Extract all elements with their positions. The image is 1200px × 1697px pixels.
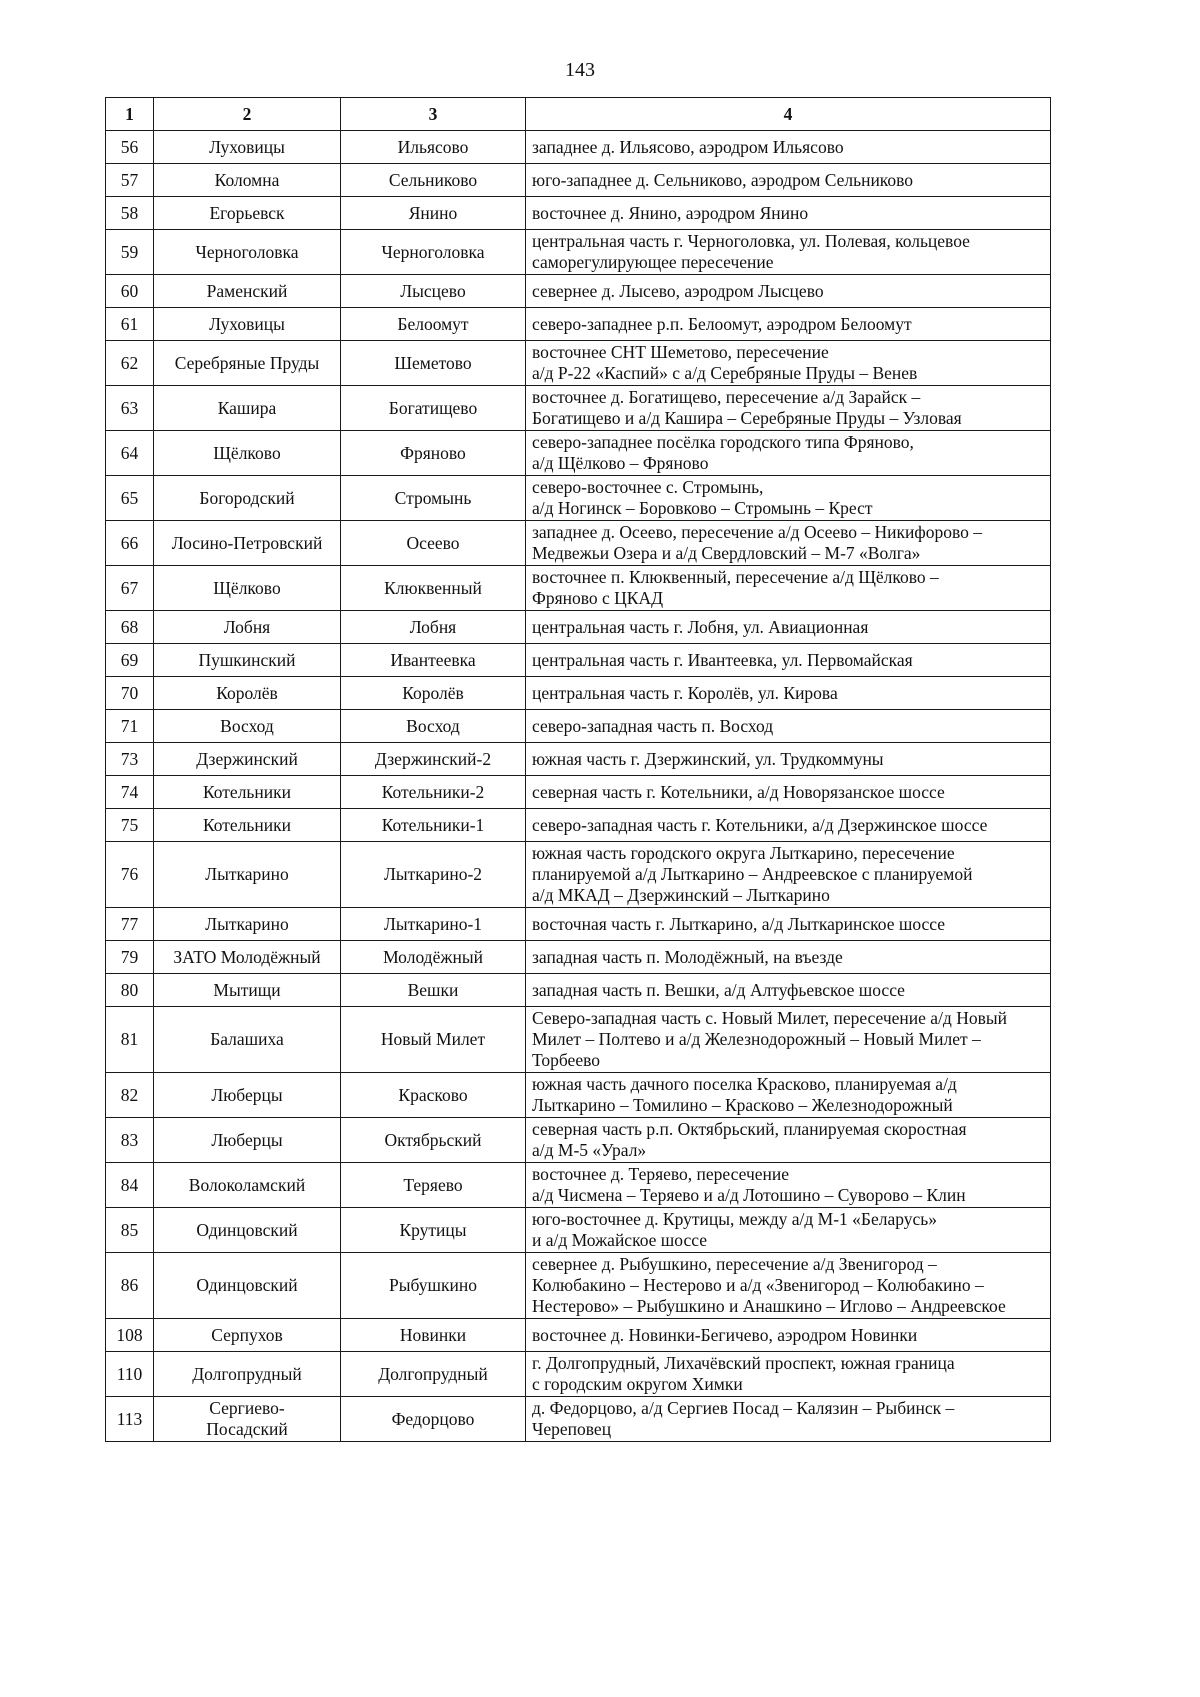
location-description-cell: южная часть дачного поселка Красково, планируемая а/д Лыткарино – Томилино – Красково – Железнодорожный (526, 1073, 1051, 1118)
location-description-cell: северо-западнее посёлка городского типа Фряново, а/д Щёлково – Фряново (526, 431, 1051, 476)
header-cell-1: 1 (106, 98, 154, 131)
location-description-cell: южная часть городского округа Лыткарино, пересечение планируемой а/д Лыткарино – Андреевское с планируемой а/д МКАД – Дзержинский – Лыткарино (526, 842, 1051, 908)
row-number-cell: 84 (106, 1163, 154, 1208)
municipality-cell: Серебряные Пруды (154, 341, 341, 386)
location-description-cell: г. Долгопрудный, Лихачёвский проспект, южная граница с городским округом Химки (526, 1352, 1051, 1397)
table-row (106, 1163, 1051, 1208)
point-name-cell: Фряново (341, 431, 526, 476)
point-name-cell: Лыткарино-1 (341, 908, 526, 941)
row-number-cell: 76 (106, 842, 154, 908)
row-number-cell: 73 (106, 743, 154, 776)
municipality-cell: Королёв (154, 677, 341, 710)
table-body (106, 131, 1051, 1442)
point-name-cell: Лобня (341, 611, 526, 644)
location-description-cell: Северо-западная часть с. Новый Милет, пересечение а/д Новый Милет – Полтево и а/д Железнодорожный – Новый Милет – Торбеево (526, 1007, 1051, 1073)
municipality-cell: Котельники (154, 809, 341, 842)
municipality-cell: Люберцы (154, 1073, 341, 1118)
table-row (106, 809, 1051, 842)
point-name-cell: Октябрьский (341, 1118, 526, 1163)
table-row (106, 974, 1051, 1007)
municipality-cell: Кашира (154, 386, 341, 431)
municipality-cell: Щёлково (154, 566, 341, 611)
location-description-cell: восточнее СНТ Шеметово, пересечение а/д Р-22 «Каспий» с а/д Серебряные Пруды – Венев (526, 341, 1051, 386)
row-number-cell: 58 (106, 197, 154, 230)
row-number-cell: 80 (106, 974, 154, 1007)
table-row (106, 644, 1051, 677)
row-number-cell: 62 (106, 341, 154, 386)
table-row (106, 275, 1051, 308)
municipality-cell: Лосино-Петровский (154, 521, 341, 566)
point-name-cell: Красково (341, 1073, 526, 1118)
row-number-cell: 59 (106, 230, 154, 275)
municipality-cell: Люберцы (154, 1118, 341, 1163)
row-number-cell: 83 (106, 1118, 154, 1163)
point-name-cell: Крутицы (341, 1208, 526, 1253)
location-description-cell: западная часть п. Молодёжный, на въезде (526, 941, 1051, 974)
table-row (106, 431, 1051, 476)
point-name-cell: Новинки (341, 1319, 526, 1352)
row-number-cell: 71 (106, 710, 154, 743)
row-number-cell: 79 (106, 941, 154, 974)
location-description-cell: северо-восточнее с. Стромынь, а/д Ногинск – Боровково – Стромынь – Крест (526, 476, 1051, 521)
table-row (106, 1073, 1051, 1118)
municipality-cell: Одинцовский (154, 1253, 341, 1319)
row-number-cell: 77 (106, 908, 154, 941)
row-number-cell: 75 (106, 809, 154, 842)
location-description-cell: центральная часть г. Лобня, ул. Авиационная (526, 611, 1051, 644)
table-header (106, 98, 1051, 131)
point-name-cell: Дзержинский-2 (341, 743, 526, 776)
table-row (106, 677, 1051, 710)
municipality-cell: Луховицы (154, 308, 341, 341)
location-description-cell: центральная часть г. Ивантеевка, ул. Первомайская (526, 644, 1051, 677)
location-description-cell: восточнее д. Янино, аэродром Янино (526, 197, 1051, 230)
municipality-cell: Лыткарино (154, 908, 341, 941)
municipality-cell: Мытищи (154, 974, 341, 1007)
row-number-cell: 86 (106, 1253, 154, 1319)
location-description-cell: восточнее д. Новинки-Бегичево, аэродром Новинки (526, 1319, 1051, 1352)
municipality-cell: Долгопрудный (154, 1352, 341, 1397)
location-description-cell: восточнее д. Богатищево, пересечение а/д Зарайск – Богатищево и а/д Кашира – Серебряные Пруды – Узловая (526, 386, 1051, 431)
location-description-cell: юго-восточнее д. Крутицы, между а/д М-1 «Беларусь» и а/д Можайское шоссе (526, 1208, 1051, 1253)
point-name-cell: Долгопрудный (341, 1352, 526, 1397)
municipality-cell: Лыткарино (154, 842, 341, 908)
point-name-cell: Шеметово (341, 341, 526, 386)
row-number-cell: 113 (106, 1397, 154, 1442)
point-name-cell: Вешки (341, 974, 526, 1007)
municipality-cell: Щёлково (154, 431, 341, 476)
row-number-cell: 61 (106, 308, 154, 341)
location-description-cell: центральная часть г. Черноголовка, ул. Полевая, кольцевое саморегулирующее пересечение (526, 230, 1051, 275)
municipality-cell: Восход (154, 710, 341, 743)
point-name-cell: Черноголовка (341, 230, 526, 275)
point-name-cell: Лыткарино-2 (341, 842, 526, 908)
location-description-cell: северная часть г. Котельники, а/д Новорязанское шоссе (526, 776, 1051, 809)
row-number-cell: 110 (106, 1352, 154, 1397)
row-number-cell: 74 (106, 776, 154, 809)
point-name-cell: Королёв (341, 677, 526, 710)
location-description-cell: северо-западная часть п. Восход (526, 710, 1051, 743)
table-row (106, 131, 1051, 164)
table-row (106, 941, 1051, 974)
point-name-cell: Лысцево (341, 275, 526, 308)
table-row (106, 386, 1051, 431)
municipality-cell: Котельники (154, 776, 341, 809)
row-number-cell: 68 (106, 611, 154, 644)
point-name-cell: Янино (341, 197, 526, 230)
location-description-cell: западная часть п. Вешки, а/д Алтуфьевское шоссе (526, 974, 1051, 1007)
location-description-cell: северо-западнее р.п. Белоомут, аэродром Белоомут (526, 308, 1051, 341)
table-row (106, 476, 1051, 521)
point-name-cell: Белоомут (341, 308, 526, 341)
municipality-cell: Луховицы (154, 131, 341, 164)
point-name-cell: Федорцово (341, 1397, 526, 1442)
location-description-cell: севернее д. Рыбушкино, пересечение а/д Звенигород – Колюбакино – Нестерово и а/д «Звенигород – Колюбакино – Нестерово» – Рыбушкино и Анашкино – Иглово – Андреевское (526, 1253, 1051, 1319)
table-row (106, 566, 1051, 611)
municipality-cell: Пушкинский (154, 644, 341, 677)
municipality-cell: Сергиево- Посадский (154, 1397, 341, 1442)
header-cell-4: 4 (526, 98, 1051, 131)
location-description-cell: южная часть г. Дзержинский, ул. Трудкоммуны (526, 743, 1051, 776)
municipality-cell: Балашиха (154, 1007, 341, 1073)
table-row (106, 1253, 1051, 1319)
row-number-cell: 63 (106, 386, 154, 431)
table-row (106, 908, 1051, 941)
table-row (106, 521, 1051, 566)
location-description-cell: юго-западнее д. Сельниково, аэродром Сельниково (526, 164, 1051, 197)
point-name-cell: Восход (341, 710, 526, 743)
table-row (106, 611, 1051, 644)
table-row (106, 1397, 1051, 1442)
location-description-cell: северо-западная часть г. Котельники, а/д Дзержинское шоссе (526, 809, 1051, 842)
table-row (106, 710, 1051, 743)
row-number-cell: 67 (106, 566, 154, 611)
point-name-cell: Котельники-1 (341, 809, 526, 842)
location-description-cell: западнее д. Осеево, пересечение а/д Осеево – Никифорово – Медвежьи Озера и а/д Свердловский – М-7 «Волга» (526, 521, 1051, 566)
header-cell-3: 3 (341, 98, 526, 131)
table-row (106, 164, 1051, 197)
page-number: 143 (565, 59, 595, 81)
location-description-cell: севернее д. Лысево, аэродром Лысцево (526, 275, 1051, 308)
point-name-cell: Ильясово (341, 131, 526, 164)
row-number-cell: 69 (106, 644, 154, 677)
table-row (106, 842, 1051, 908)
row-number-cell: 108 (106, 1319, 154, 1352)
table-row (106, 197, 1051, 230)
point-name-cell: Молодёжный (341, 941, 526, 974)
header-cell-2: 2 (154, 98, 341, 131)
table-row (106, 308, 1051, 341)
header-row (106, 98, 1051, 131)
table-row (106, 1352, 1051, 1397)
location-description-cell: центральная часть г. Королёв, ул. Кирова (526, 677, 1051, 710)
row-number-cell: 64 (106, 431, 154, 476)
point-name-cell: Котельники-2 (341, 776, 526, 809)
municipality-cell: Дзержинский (154, 743, 341, 776)
municipality-cell: Одинцовский (154, 1208, 341, 1253)
table-row (106, 230, 1051, 275)
row-number-cell: 85 (106, 1208, 154, 1253)
table-row (106, 1319, 1051, 1352)
point-name-cell: Ивантеевка (341, 644, 526, 677)
location-description-cell: восточная часть г. Лыткарино, а/д Лыткаринское шоссе (526, 908, 1051, 941)
row-number-cell: 70 (106, 677, 154, 710)
municipality-cell: Лобня (154, 611, 341, 644)
location-description-cell: западнее д. Ильясово, аэродром Ильясово (526, 131, 1051, 164)
row-number-cell: 60 (106, 275, 154, 308)
point-name-cell: Осеево (341, 521, 526, 566)
table-row (106, 1118, 1051, 1163)
point-name-cell: Богатищево (341, 386, 526, 431)
point-name-cell: Новый Милет (341, 1007, 526, 1073)
municipality-cell: Черноголовка (154, 230, 341, 275)
municipality-cell: Богородский (154, 476, 341, 521)
municipality-cell: Волоколамский (154, 1163, 341, 1208)
row-number-cell: 66 (106, 521, 154, 566)
municipality-cell: Коломна (154, 164, 341, 197)
point-name-cell: Рыбушкино (341, 1253, 526, 1319)
location-description-cell: д. Федорцово, а/д Сергиев Посад – Калязин – Рыбинск – Череповец (526, 1397, 1051, 1442)
table-row (106, 341, 1051, 386)
row-number-cell: 65 (106, 476, 154, 521)
municipality-cell: Серпухов (154, 1319, 341, 1352)
point-name-cell: Клюквенный (341, 566, 526, 611)
locations-table (105, 97, 1051, 1442)
table-row (106, 1007, 1051, 1073)
point-name-cell: Сельниково (341, 164, 526, 197)
municipality-cell: ЗАТО Молодёжный (154, 941, 341, 974)
row-number-cell: 56 (106, 131, 154, 164)
point-name-cell: Теряево (341, 1163, 526, 1208)
location-description-cell: восточнее д. Теряево, пересечение а/д Чисмена – Теряево и а/д Лотошино – Суворово – Клин (526, 1163, 1051, 1208)
table-row (106, 776, 1051, 809)
municipality-cell: Егорьевск (154, 197, 341, 230)
point-name-cell: Стромынь (341, 476, 526, 521)
table-row (106, 1208, 1051, 1253)
row-number-cell: 82 (106, 1073, 154, 1118)
row-number-cell: 81 (106, 1007, 154, 1073)
row-number-cell: 57 (106, 164, 154, 197)
municipality-cell: Раменский (154, 275, 341, 308)
location-description-cell: северная часть р.п. Октябрьский, планируемая скоростная а/д М-5 «Урал» (526, 1118, 1051, 1163)
table-row (106, 743, 1051, 776)
location-description-cell: восточнее п. Клюквенный, пересечение а/д Щёлково – Фряново с ЦКАД (526, 566, 1051, 611)
